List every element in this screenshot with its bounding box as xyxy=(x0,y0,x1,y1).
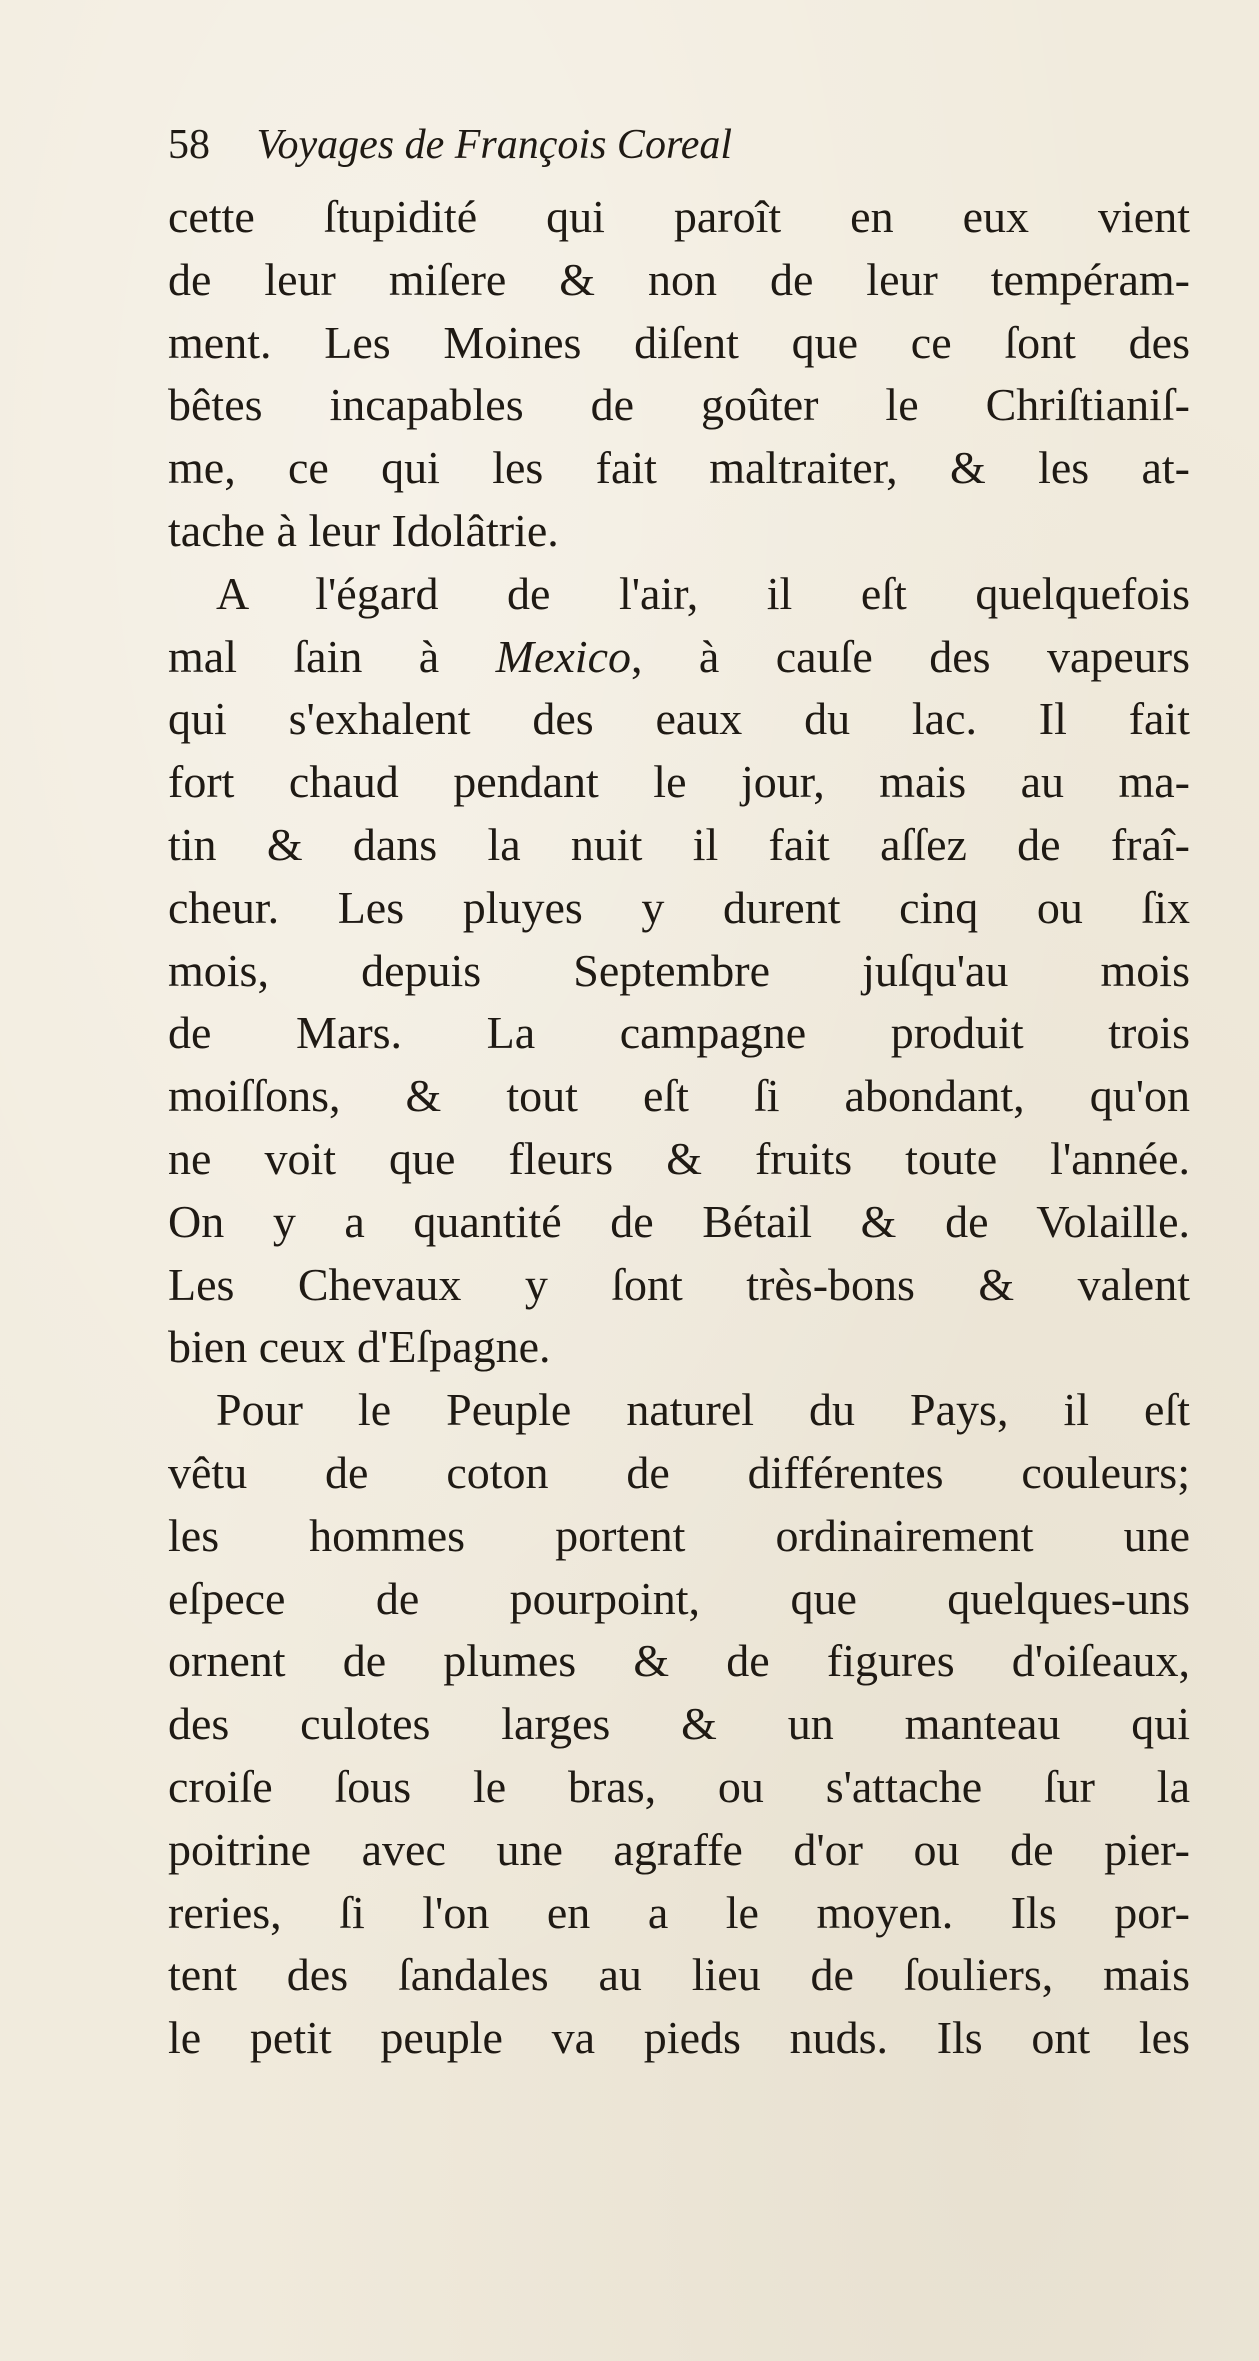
paragraph-end-line: tache à leur Idolâtrie. xyxy=(168,504,559,556)
page-number: 58 xyxy=(168,122,210,168)
text-line: fort chaud pendant le jour, mais au ma- xyxy=(168,756,1190,808)
text-line: moiſſons, & tout eſt ſi abondant, qu'on xyxy=(168,1070,1190,1122)
text-line: On y a quantité de Bétail & de Volaille. xyxy=(168,1195,1190,1247)
text-line: mois, depuis Septembre juſqu'au mois xyxy=(168,944,1190,996)
text-line: vêtu de coton de différentes couleurs; xyxy=(168,1446,1190,1498)
text-fragment: mal ſain à xyxy=(168,630,496,682)
text-line: tent des ſandales au lieu de ſouliers, mais xyxy=(168,1949,1190,2001)
text-fragment: , à cauſe des vapeurs xyxy=(631,630,1190,682)
text-line: ment. Les Moines diſent que ce ſont des xyxy=(168,316,1190,368)
text-line: eſpece de pourpoint, que quelques-uns xyxy=(168,1572,1190,1624)
text-line: de leur miſere & non de leur tempéram- xyxy=(168,253,1190,305)
text-line: ornent de plumes & de figures d'oiſeaux, xyxy=(168,1635,1190,1687)
text-line: le petit peuple va pieds nuds. Ils ont les xyxy=(168,2012,1190,2064)
text-line: de Mars. La campagne produit trois xyxy=(168,1007,1190,1059)
text-line: reries, ſi l'on en a le moyen. Ils por- xyxy=(168,1886,1190,1938)
paragraph-end-line: bien ceux d'Eſpagne. xyxy=(168,1321,551,1373)
text-line: poitrine avec une agraffe d'or ou de pier- xyxy=(168,1823,1190,1875)
text-line: cheur. Les pluyes y durent cinq ou ſix xyxy=(168,881,1190,933)
text-line: cette ſtupidité qui paroît en eux vient xyxy=(168,191,1190,242)
text-line: me, ce qui les fait maltraiter, & les at- xyxy=(168,442,1190,494)
running-title: Voyages de François Coreal xyxy=(256,122,733,168)
page-header xyxy=(168,112,1068,178)
text-line: qui s'exhalent des eaux du lac. Il fait xyxy=(168,693,1190,745)
text-line: bêtes incapables de goûter le Chriſtianiſ- xyxy=(168,379,1190,431)
text-line-with-place xyxy=(168,626,1190,689)
body-text xyxy=(168,186,1190,2070)
paragraph-start-line: A l'égard de l'air, il eſt quelquefois xyxy=(216,567,1190,619)
text-line: ne voit que fleurs & fruits toute l'année. xyxy=(168,1132,1190,1184)
text-line: les hommes portent ordinairement une xyxy=(168,1509,1190,1561)
text-line: des culotes larges & un manteau qui xyxy=(168,1698,1190,1750)
paragraph-start-line: Pour le Peuple naturel du Pays, il eſt xyxy=(216,1384,1190,1436)
place-name-mexico: Mexico xyxy=(495,630,631,682)
text-line: croiſe ſous le bras, ou s'attache ſur la xyxy=(168,1760,1190,1812)
text-line: tin & dans la nuit il fait aſſez de fraî- xyxy=(168,818,1190,870)
text-line: Les Chevaux y ſont très-bons & valent xyxy=(168,1258,1190,1310)
